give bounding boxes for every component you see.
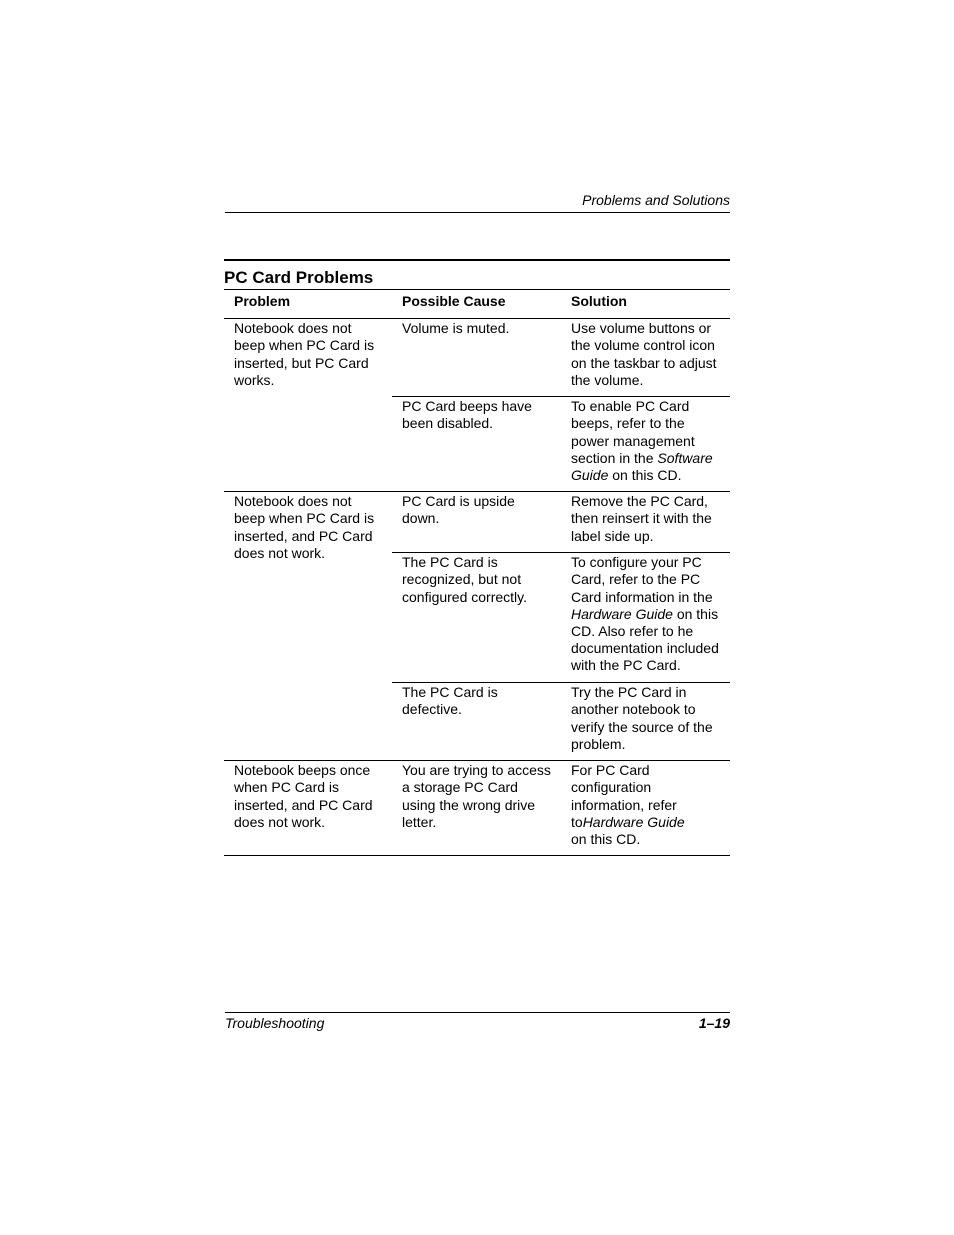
cause-line: been disabled. — [402, 415, 494, 432]
cause-cell — [392, 683, 561, 761]
solution-cell — [561, 683, 730, 761]
solution-text: section in the — [571, 449, 658, 466]
pc-card-problems-table — [224, 289, 730, 856]
solution-line: information, refer — [571, 796, 677, 813]
column-header-problem: Problem — [224, 290, 392, 319]
solution-line: Card, refer to the PC — [571, 571, 701, 588]
solution-line: CD. Also refer to he — [571, 623, 694, 640]
solution-cell — [561, 397, 730, 492]
cause-line: PC Card is upside — [402, 493, 515, 510]
solution-cell — [561, 319, 730, 397]
cause-cell — [392, 397, 561, 492]
solution-line: label side up. — [571, 527, 654, 544]
cause-line: configured correctly. — [402, 588, 528, 605]
column-header-solution: Solution — [561, 290, 730, 319]
solution-line: the volume control icon — [571, 337, 715, 354]
cause-line: recognized, but not — [402, 571, 522, 588]
solution-line: on this CD. — [571, 831, 641, 848]
solution-cell — [561, 553, 730, 683]
running-header-title: Problems and Solutions — [582, 192, 730, 208]
solution-line: the volume. — [571, 371, 644, 388]
solution-line: Use volume buttons or — [571, 320, 712, 337]
software-guide-title: Software — [657, 449, 713, 466]
solution-line — [571, 814, 722, 831]
footer-chapter-title: Troubleshooting — [225, 1015, 325, 1031]
solution-line: on the taskbar to adjust — [571, 354, 717, 371]
solution-line: To configure your PC — [571, 554, 702, 571]
cause-cell — [392, 761, 561, 856]
problem-line: works. — [234, 371, 275, 388]
problem-line: when PC Card is — [234, 779, 340, 796]
hardware-guide-title: Hardware Guide — [582, 813, 685, 830]
column-header-possible-cause: Possible Cause — [392, 290, 561, 319]
solution-line: configuration — [571, 779, 652, 796]
solution-text: to — [571, 813, 583, 830]
solution-line: another notebook to — [571, 701, 696, 718]
cause-line: You are trying to access — [402, 762, 551, 779]
page-number: 1–19 — [698, 1015, 730, 1031]
problem-line: does not work. — [234, 544, 326, 561]
cause-line: The PC Card is — [402, 684, 498, 701]
cause-line: The PC Card is — [402, 554, 498, 571]
cause-line: PC Card beeps have — [402, 398, 532, 415]
cause-line: a storage PC Card — [402, 779, 518, 796]
problem-line: inserted, and PC Card — [234, 796, 373, 813]
solution-line: problem. — [571, 735, 626, 752]
solution-line: For PC Card — [571, 762, 650, 779]
solution-line: with the PC Card. — [571, 657, 681, 674]
problem-cell — [224, 492, 392, 761]
solution-line: verify the source of the — [571, 718, 713, 735]
solution-line: beeps, refer to the — [571, 415, 685, 432]
table-header-row — [224, 290, 730, 319]
solution-line: Try the PC Card in — [571, 684, 687, 701]
solution-text: on this CD. — [608, 467, 682, 484]
cause-line: Volume is muted. — [402, 320, 510, 337]
solution-cell — [561, 492, 730, 553]
table-row — [224, 492, 730, 553]
problem-line: does not work. — [234, 813, 326, 830]
solution-line: Card information in the — [571, 588, 713, 605]
problem-line: inserted, but PC Card — [234, 354, 369, 371]
solution-line: then reinsert it with the — [571, 510, 712, 527]
solution-line: To enable PC Card — [571, 398, 690, 415]
cause-line: using the wrong drive — [402, 796, 536, 813]
solution-line — [571, 467, 722, 484]
solution-line — [571, 606, 722, 623]
cause-line: down. — [402, 510, 440, 527]
problem-line: Notebook does not — [234, 493, 352, 510]
solution-line: power management — [571, 432, 695, 449]
cause-cell — [392, 553, 561, 683]
section-title: PC Card Problems — [224, 268, 374, 287]
problem-line: inserted, and PC Card — [234, 527, 373, 544]
software-guide-title: Guide — [571, 467, 609, 484]
problem-cell — [224, 319, 392, 492]
solution-cell — [561, 761, 730, 856]
problem-line: Notebook does not — [234, 320, 352, 337]
solution-line — [571, 450, 722, 467]
cause-line: defective. — [402, 701, 462, 718]
running-header — [225, 191, 730, 213]
solution-line: documentation included — [571, 640, 719, 657]
problem-line: beep when PC Card is — [234, 337, 375, 354]
page-footer — [225, 1012, 730, 1031]
table-row — [224, 761, 730, 856]
table-row — [224, 319, 730, 397]
cause-line: letter. — [402, 813, 437, 830]
problem-line: beep when PC Card is — [234, 510, 375, 527]
cause-cell — [392, 492, 561, 553]
problem-line: Notebook beeps once — [234, 762, 371, 779]
hardware-guide-title: Hardware Guide — [571, 605, 673, 622]
section-divider — [224, 259, 730, 261]
problem-cell — [224, 761, 392, 856]
cause-cell — [392, 319, 561, 397]
solution-text: on this — [672, 605, 719, 622]
solution-line: Remove the PC Card, — [571, 493, 708, 510]
